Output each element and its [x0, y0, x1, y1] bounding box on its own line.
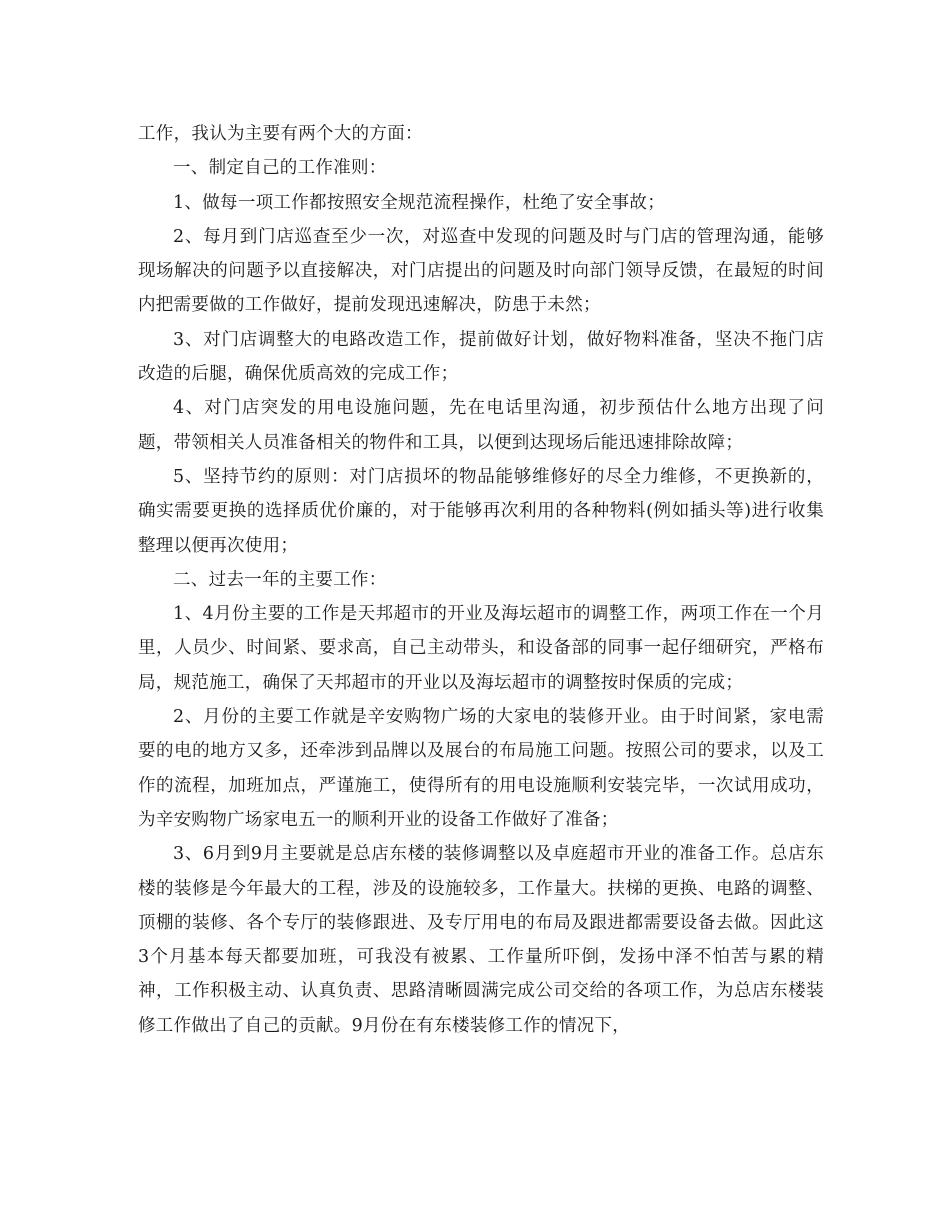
paragraph-intro: 工作，我认为主要有两个大的方面：: [138, 124, 423, 144]
document-body: [138, 117, 824, 1043]
section-heading-1: 一、制定自己的工作准则：: [173, 158, 387, 179]
section-heading-2: 二、过去一年的主要工作：: [173, 569, 387, 590]
paragraph-work-3: 3、6月到9月主要就是总店东楼的装修调整以及卓庭超市开业的准备工作。总店东楼的装修是今年最大的工程，涉及的设施较多，工作量大。扶梯的更换、电路的调整、顶棚的装修、各个专厅的装修跟进、及专厅用电的布局及跟进都需要设备去做。因此这3个月基本每天都要加班，可我没有被累、工作量所吓倒，发扬中泽不怕苦与累的精神，工作积极主动、认真负责、思路清晰圆满完成公司交给的各项工作，为总店东楼装修工作做出了自己的贡献。9月份在有东楼装修工作的情况下，: [138, 844, 824, 1036]
paragraph-rule-2: 2、每月到门店巡查至少一次，对巡查中发现的问题及时与门店的管理沟通，能够现场解决的问题予以直接解决，对门店提出的问题及时向部门领导反馈，在最短的时间内把需要做的工作做好，提前发现迅速解决，防患于未然；: [138, 226, 824, 316]
paragraph-rule-5: 5、坚持节约的原则：对门店损坏的物品能够维修好的尽全力维修，不更换新的，确实需要更换的选择质优价廉的，对于能够再次利用的各种物料(例如插头等)进行收集整理以便再次使用；: [138, 466, 824, 556]
paragraph-rule-3: 3、对门店调整大的电路改造工作，提前做好计划，做好物料准备，坚决不拖门店改造的后腿，确保优质高效的完成工作；: [138, 329, 824, 385]
paragraph-work-2: 2、月份的主要工作就是辛安购物广场的大家电的装修开业。由于时间紧，家电需要的电的地方又多，还牵涉到品牌以及展台的布局施工问题。按照公司的要求，以及工作的流程，加班加点，严谨施工，使得所有的用电设施顺利安装完毕，一次试用成功，为辛安购物广场家电五一的顺利开业的设备工作做好了准备；: [138, 707, 824, 830]
paragraph-rule-4: 4、对门店突发的用电设施问题，先在电话里沟通，初步预估什么地方出现了问题，带领相关人员准备相关的物件和工具，以便到达现场后能迅速排除故障；: [138, 398, 824, 453]
paragraph-rule-1: 1、做每一项工作都按照安全规范流程操作，杜绝了安全事故；: [173, 192, 666, 213]
paragraph-work-1: 1、4月份主要的工作是天邦超市的开业及海坛超市的调整工作，两项工作在一个月里，人员少、时间紧、要求高，自己主动带头，和设备部的同事一起仔细研究，严格布局，规范施工，确保了天邦超市的开业以及海坛超市的调整按时保质的完成；: [138, 604, 824, 693]
